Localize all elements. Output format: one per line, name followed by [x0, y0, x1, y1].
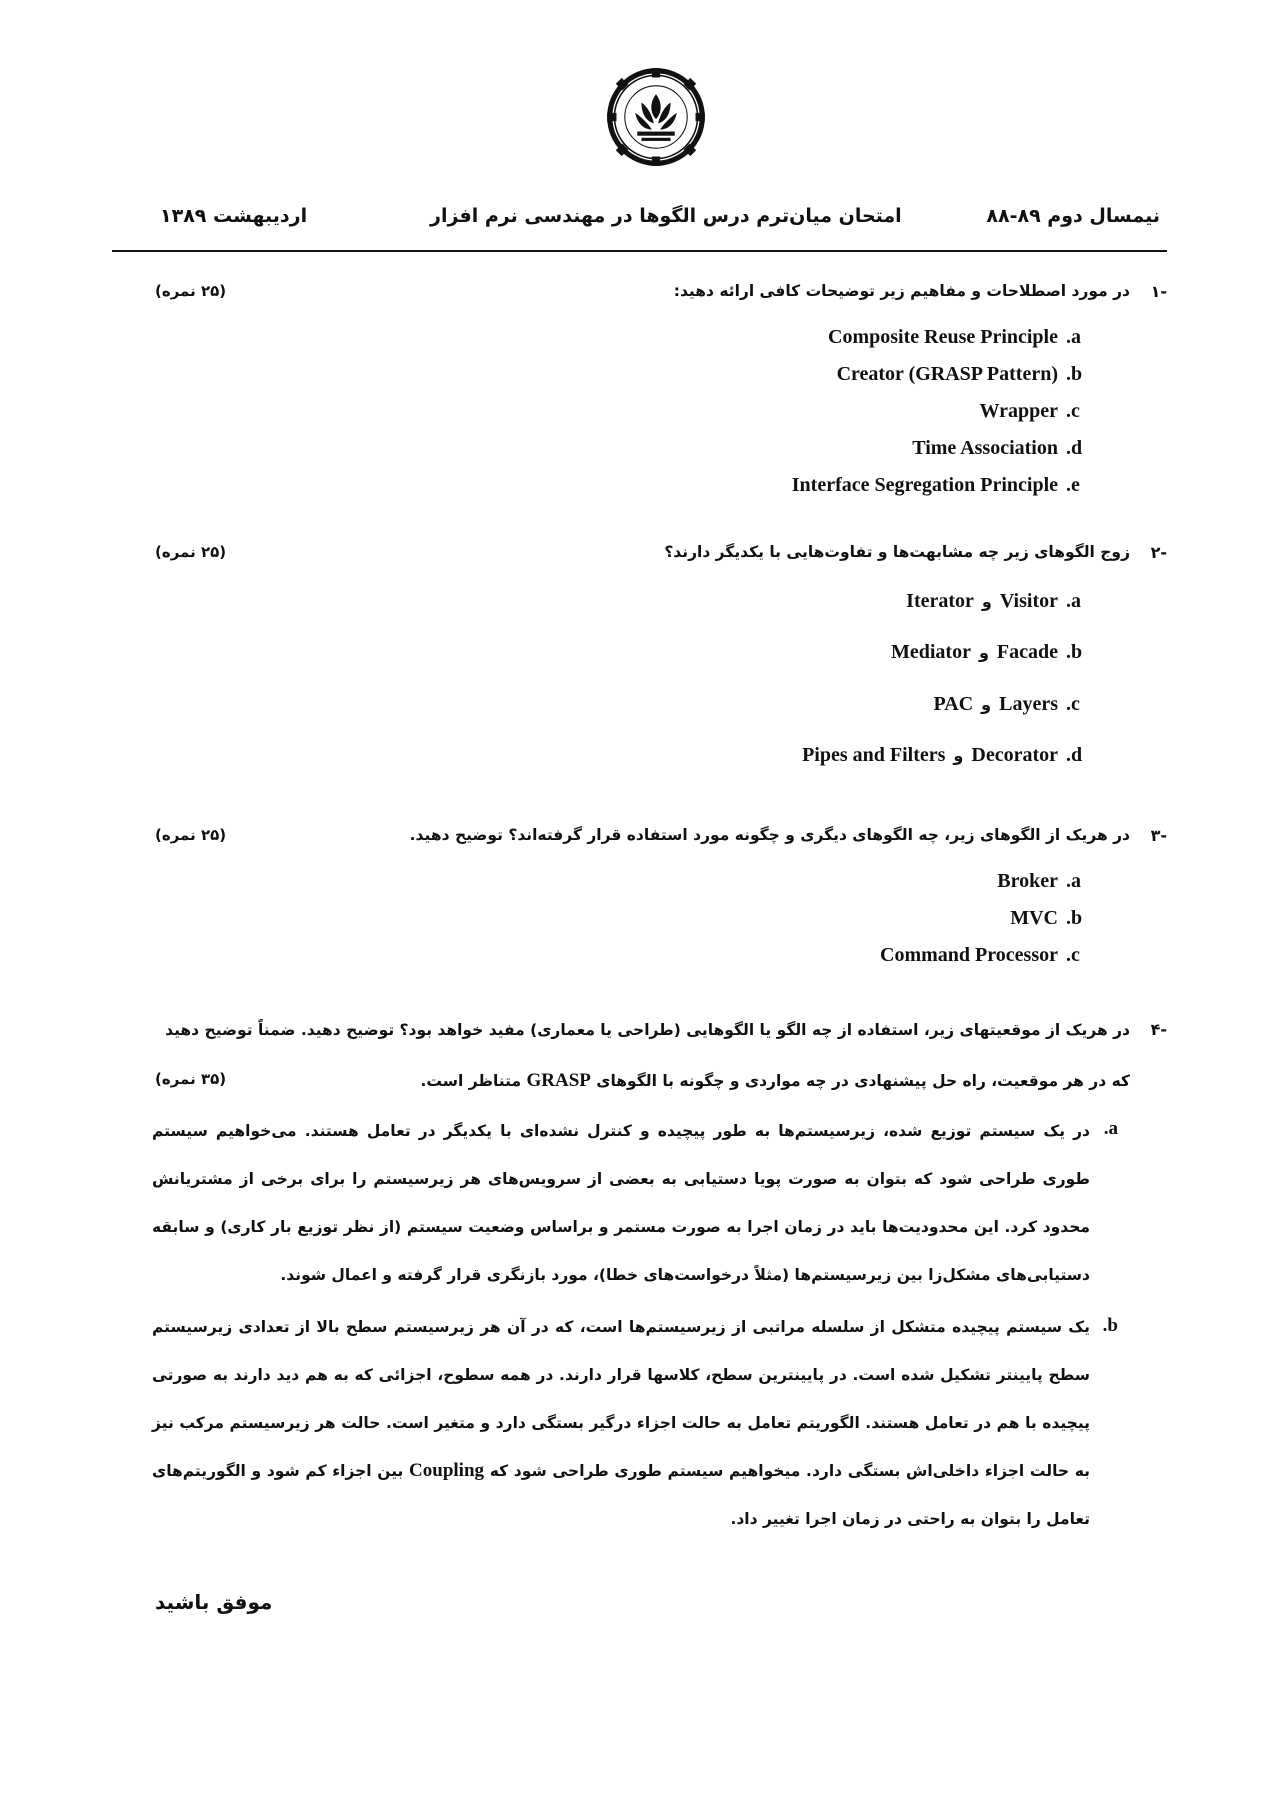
exam-date: اردیبهشت ۱۳۸۹ [160, 205, 308, 227]
q4-part-a-label: .a [1103, 1118, 1118, 1139]
question-3-text: در هریک از الگوهای زیر، چه الگوهای دیگری و چگونه مورد استفاده قرار گرفته‌اند؟ توضیح دهید. [409, 826, 1130, 844]
q1-item-e: Interface Segregation Principle .e [791, 474, 1080, 496]
q2-item-a: Iterator و Visitor .a [906, 590, 1081, 612]
question-3-number: -۳ [1150, 826, 1167, 845]
header-divider [112, 250, 1167, 252]
q1-item-a: Composite Reuse Principle .a [828, 326, 1081, 348]
exam-header [150, 205, 1160, 245]
q1-item-b: Creator (GRASP Pattern) .b [836, 363, 1083, 385]
q3-item-a: Broker .a [997, 870, 1081, 892]
q2-item-b: Mediator و Facade .b [890, 641, 1083, 663]
question-2-number: -۲ [1150, 543, 1167, 562]
question-2-score: (۲۵ نمره) [155, 543, 227, 561]
q2-item-c: PAC و Layers .c [933, 693, 1080, 715]
q1-item-d: Time Association .d [912, 437, 1083, 459]
question-4-number: -۴ [1150, 1020, 1167, 1039]
q1-item-c: Wrapper .c [979, 400, 1080, 422]
q2-item-d: Pipes and Filters و Decorator .d [802, 744, 1083, 766]
exam-title: امتحان میان‌ترم درس الگوها در مهندسی نرم افزار [430, 205, 902, 227]
university-logo [604, 65, 708, 169]
question-4-text-line2: که در هر موقعیت، راه حل پیشنهادی در چه مواردی و چگونه با الگوهای GRASP متناظر است. [420, 1070, 1130, 1091]
semester-label: نیمسال دوم ۸۹-۸۸ [986, 205, 1160, 227]
q4-part-b-text: یک سیستم پیچیده متشکل از سلسله مراتبی از زیرسیستم‌ها است، که در آن هر زیرسیستم سطح بالا از تعدادی زیرسیستم سطح پایینتر تشکیل شده است. در پایینترین سطح، کلاسها قرار دارند. در همه سطوح، اجزائی که به هم دید دارند به صورتی پیچیده با هم در تعامل هستند. الگوریتم تعامل به حالت اجزاء درگیر بستگی دارد و متغیر است. حالت هر زیرسیستم مرکب نیز به حالت اجزاء داخلی‌اش بستگی دارد. میخواهیم سیستم طوری طراحی شود که Coupling بین اجزاء کم شود و الگوریتم‌های تعامل را بتوان به راحتی در زمان اجرا تغییر داد. [152, 1318, 1090, 1528]
question-3-score: (۲۵ نمره) [155, 826, 227, 844]
question-4-text: در هریک از موقعیتهای زیر، استفاده از چه الگو یا الگوهایی (طراحی یا معماری) مفید خواهد بود؟ توضیح دهید. ضمناً توضیح دهید [165, 1021, 1130, 1039]
q4-part-a-text: در یک سیستم توزیع شده، زیرسیستم‌ها به طور پیچیده و کنترل نشده‌ای با یکدیگر در تعامل هستند. می‌خواهیم سیستم طوری طراحی شود که بتوان به صورت پویا دستیابی به بعضی از سرویس‌های هر زیرسیستم را برای برخی از مشتریانش محدود کرد. این محدودیت‌ها باید در زمان اجرا به صورت مستمر و براساس وضعیت سیستم (از نظر توزیع بار کاری) و سابقه دستیابی‌های مشکل‌زا بین زیرسیستم‌ها (مثلاً درخواست‌های خطا)، مورد بازنگری قرار گرفته و اعمال شوند. [152, 1122, 1090, 1284]
q4-part-b-label: .b [1102, 1315, 1118, 1336]
question-4-score: (۳۵ نمره) [155, 1070, 227, 1088]
question-2-text: زوج الگوهای زیر چه مشابهت‌ها و تفاوت‌هایی با یکدیگر دارند؟ [664, 543, 1130, 561]
question-1-score: (۲۵ نمره) [155, 282, 227, 300]
question-1-number: -۱ [1150, 282, 1167, 301]
q3-item-c: Command Processor .c [880, 944, 1080, 966]
question-1-text: در مورد اصطلاحات و مفاهیم زیر توضیحات کافی ارائه دهید: [673, 282, 1130, 300]
closing-text: موفق باشید [155, 1590, 273, 1614]
q3-item-b: MVC .b [1010, 907, 1083, 929]
